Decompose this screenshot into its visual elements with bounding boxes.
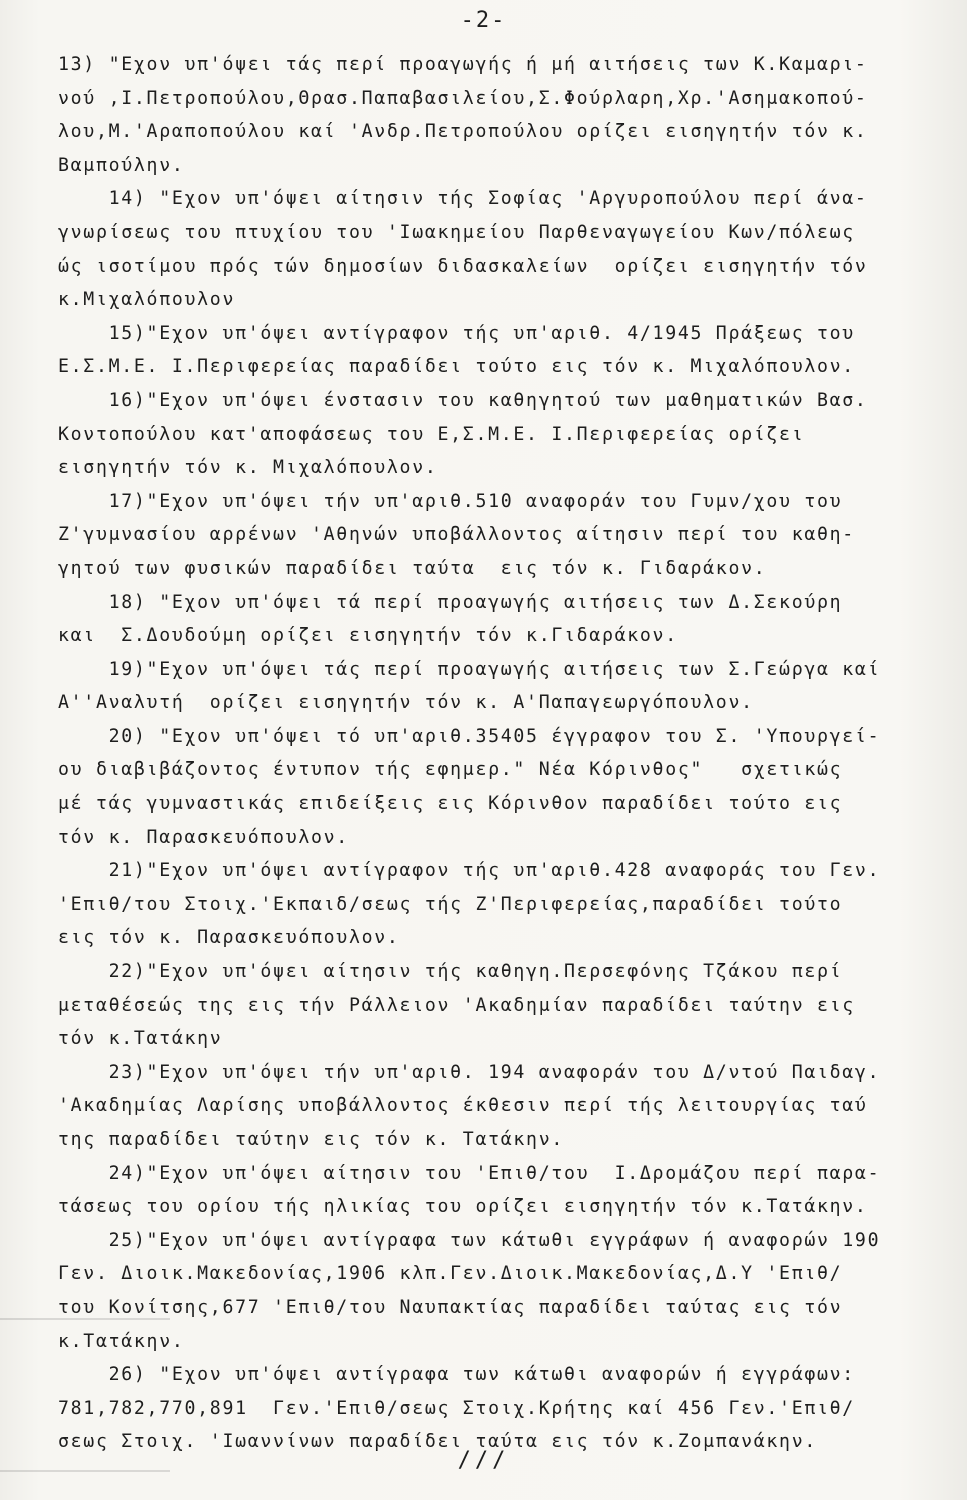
text-line: και Σ.Δουδούμη ορίζει εισηγητήν τόν κ.Γιδαράκον. — [58, 625, 678, 647]
text-line: 19)"Εχον υπ'όψει τάς περί προαγωγής αιτήσεις των Σ.Γεώργα καί — [58, 658, 881, 680]
end-mark: /// — [457, 1448, 510, 1473]
text-line: τόν κ.Τατάκην — [58, 1028, 223, 1050]
text-line: μεταθέσεώς της εις τήν Ράλλειον 'Ακαδημίαν παραδίδει ταύτην εις — [58, 994, 855, 1016]
text-line: τόν κ. Παρασκευόπουλον. — [58, 826, 349, 848]
text-line: γνωρίσεως του πτυχίου του 'Ιωακημείου Παρθεναγωγείου Κων/πόλεως — [58, 221, 855, 243]
text-line: 22)"Εχον υπ'όψει αίτησιν τής καθηγη.Περσεφόνης Τζάκου περί — [58, 961, 843, 983]
text-line: Γεν. Διοικ.Μακεδονίας,1906 κλπ.Γεν.Διοικ.Μακεδονίας,Δ.Υ 'Επιθ/ — [58, 1263, 843, 1285]
text-line: της παραδίδει ταύτην εις τόν κ. Τατάκην. — [58, 1129, 564, 1150]
text-line: τάσεως του ορίου τής ηλικίας του ορίζει εισηγητήν τόν κ.Τατάκην. — [58, 1196, 868, 1218]
text-line: λου,Μ.'Αραποπούλου καί 'Ανδρ.Πετροπούλου ορίζει εισηγητήν τόν κ. — [58, 121, 868, 143]
text-line: Α''Αναλυτή ορίζει εισηγητήν τόν κ. Α'Παπαγεωργόπουλον. — [58, 692, 754, 714]
text-line: 16)"Εχον υπ'όψει ένστασιν του καθηγητού των μαθηματικών Βασ. — [58, 389, 868, 411]
text-line: μέ τάς γυμναστικάς επιδείξεις εις Κόρινθον παραδίδει τούτο εις — [58, 793, 843, 815]
text-line: Ζ'γυμνασίου αρρένων 'Αθηνών υποβάλλοντος αίτησιν περί του καθη- — [58, 524, 855, 546]
text-line: 23)"Εχον υπ'όψει τήν υπ'αριθ. 194 αναφοράν του Δ/ντού Παιδαγ. — [58, 1061, 881, 1083]
text-line: του Κονίτσης,677 'Επιθ/του Ναυπακτίας παραδίδει ταύτας εις τόν — [58, 1296, 843, 1318]
text-line: σεως Στοιχ. 'Ιωαννίνων παραδίδει ταύτα εις τόν κ.Ζομπανάκην. — [58, 1431, 817, 1453]
text-line: νού ,Ι.Πετροπούλου,Θρασ.Παπαβασιλείου,Σ.Φούρλαρη,Χρ.'Ασημακοπού- — [58, 87, 868, 109]
text-line: Ε.Σ.Μ.Ε. Ι.Περιφερείας παραδίδει τούτο εις τόν κ. Μιχαλόπουλον. — [58, 356, 855, 378]
text-line: 24)"Εχον υπ'όψει αίτησιν του 'Επιθ/του Ι.Δρομάζου περί παρα- — [58, 1162, 881, 1184]
text-line: Κοντοπούλου κατ'αποφάσεως του Ε,Σ.Μ.Ε. Ι.Περιφερείας ορίζει — [58, 423, 805, 445]
text-line: 15)"Εχον υπ'όψει αντίγραφον τής υπ'αριθ. 4/1945 Πράξεως του — [58, 322, 855, 344]
text-line: 'Επιθ/του Στοιχ.'Εκπαιδ/σεως τής Ζ'Περιφερείας,παραδίδει τούτο — [58, 893, 843, 915]
text-line: 26) "Εχον υπ'όψει αντίγραφα των κάτωθι αναφορών ή εγγράφων: — [58, 1364, 855, 1386]
text-line: ου διαβιβάζοντος έντυπον τής εφημερ." Νέα Κόρινθος" σχετικώς — [58, 759, 843, 781]
text-line: κ.Τατάκην. — [58, 1330, 185, 1352]
text-line: 17)"Εχον υπ'όψει τήν υπ'αριθ.510 αναφοράν του Γυμν/χου του — [58, 490, 843, 512]
text-line: 13) "Εχον υπ'όψει τάς περί προαγωγής ή μή αιτήσεις των Κ.Καμαρι- — [58, 54, 868, 75]
text-line: 25)"Εχον υπ'όψει αντίγραφα των κάτωθι εγγράφων ή αναφορών 190 — [58, 1229, 881, 1251]
text-line: εις τόν κ. Παρασκευόπουλον. — [58, 927, 400, 949]
text-line: γητού των φυσικών παραδίδει ταύτα εις τόν κ. Γιδαράκον. — [58, 557, 767, 579]
text-line: ώς ισοτίμου πρός τών δημοσίων διδασκαλείων ορίζει εισηγητήν τόν — [58, 255, 868, 277]
page-number: -2- — [460, 8, 507, 33]
document-body — [58, 48, 938, 1459]
text-line: 14) "Εχον υπ'όψει αίτησιν τής Σοφίας 'Αργυροπούλου περί άνα- — [58, 188, 868, 210]
text-line: κ.Μιχαλόπουλον — [58, 289, 236, 311]
text-line: Βαμπούλην. — [58, 154, 185, 176]
text-line: 781,782,770,891 Γεν.'Επιθ/σεως Στοιχ.Κρήτης καί 456 Γεν.'Επιθ/ — [58, 1397, 855, 1419]
text-line: 18) "Εχον υπ'όψει τά περί προαγωγής αιτήσεις των Δ.Σεκούρη — [58, 591, 843, 613]
text-line: 21)"Εχον υπ'όψει αντίγραφον τής υπ'αριθ.428 αναφοράς του Γεν. — [58, 860, 881, 882]
text-line: 20) "Εχον υπ'όψει τό υπ'αριθ.35405 έγγραφον του Σ. 'Υπουργεί- — [58, 725, 881, 747]
text-line: εισηγητήν τόν κ. Μιχαλόπουλον. — [58, 457, 438, 479]
text-line: 'Ακαδημίας Λαρίσης υποβάλλοντος έκθεσιν περί τής λειτουργίας ταύ — [58, 1095, 868, 1117]
